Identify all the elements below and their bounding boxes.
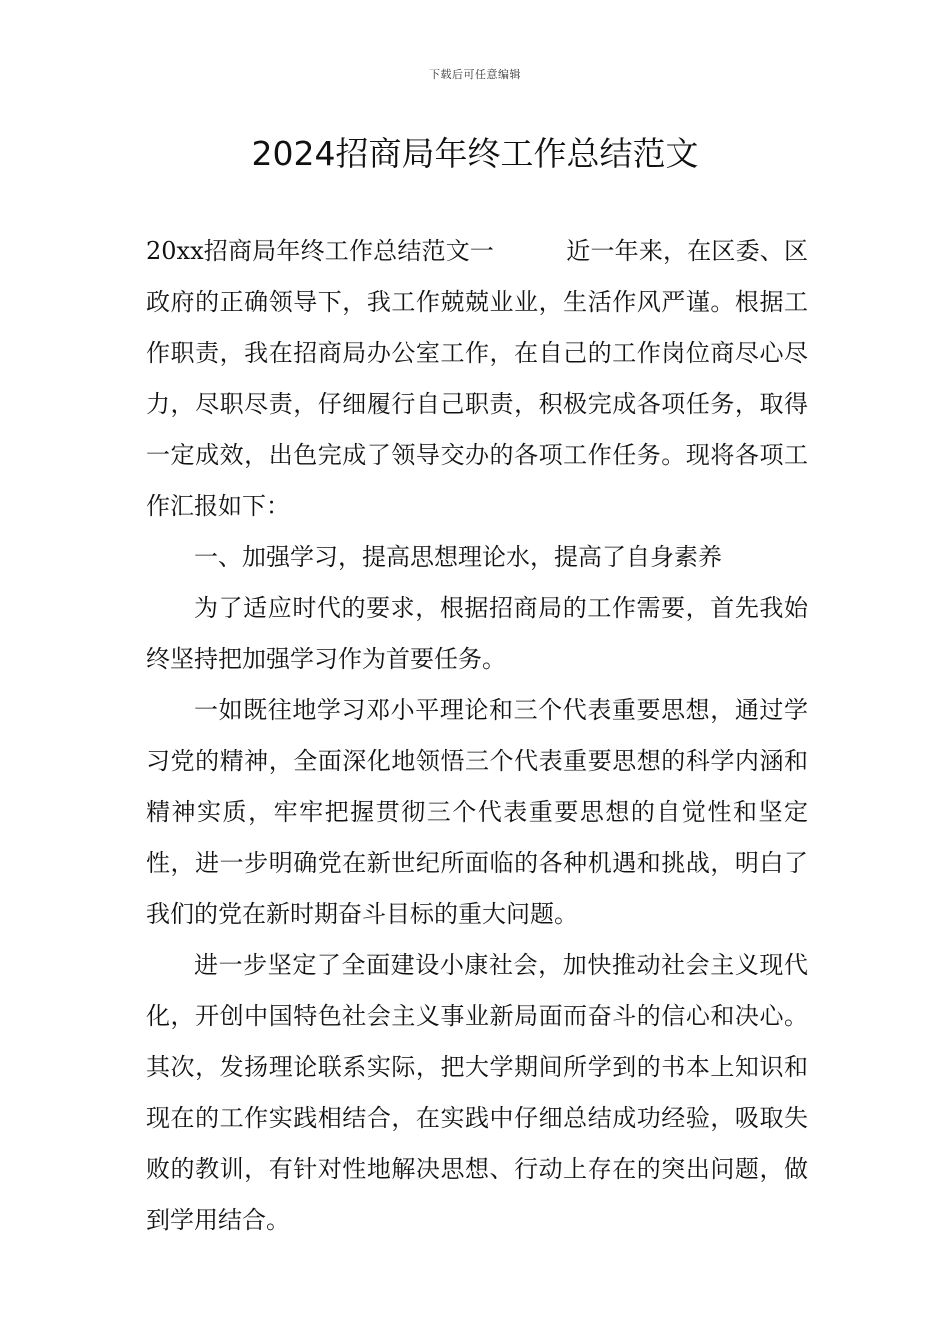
document-body: [146, 226, 808, 1246]
body-paragraph: 为了适应时代的要求，根据招商局的工作需要，首先我始终坚持把加强学习作为首要任务。: [146, 594, 808, 673]
body-paragraph: 进一步坚定了全面建设小康社会，加快推动社会主义现代化，开创中国特色社会主义事业新局面而奋斗的信心和决心。其次，发扬理论联系实际，把大学期间所学到的书本上知识和现在的工作实践相结合，在实践中仔细总结成功经验，吸取失败的教训，有针对性地解决思想、行动上存在的突出问题，做到学用结合。: [146, 951, 808, 1234]
intro-text: 近一年来，在区委、区政府的正确领导下，我工作兢兢业业，生活作风严谨。根据工作职责，我在招商局办公室工作，在自己的工作岗位商尽心尽力，尽职尽责，仔细履行自己职责，积极完成各项任务，取得一定成效，出色完成了领导交办的各项工作任务。现将各项工作汇报如下：: [146, 237, 809, 520]
body-paragraph: 一如既往地学习邓小平理论和三个代表重要思想，通过学习党的精神，全面深化地领悟三个代表重要思想的科学内涵和精神实质，牢牢把握贯彻三个代表重要思想的自觉性和坚定性，进一步明确党在新世纪所面临的各种机遇和挑战，明白了我们的党在新时期奋斗目标的重大问题。: [146, 696, 808, 928]
section-heading: 一、加强学习，提高思想理论水，提高了自身素养: [194, 543, 722, 571]
intro-paragraph: [146, 226, 808, 532]
intro-lead: 20xx招商局年终工作总结范文一: [146, 237, 495, 265]
header-note: 下载后可任意编辑: [429, 68, 521, 81]
document-title: 2024招商局年终工作总结范文: [251, 134, 699, 173]
